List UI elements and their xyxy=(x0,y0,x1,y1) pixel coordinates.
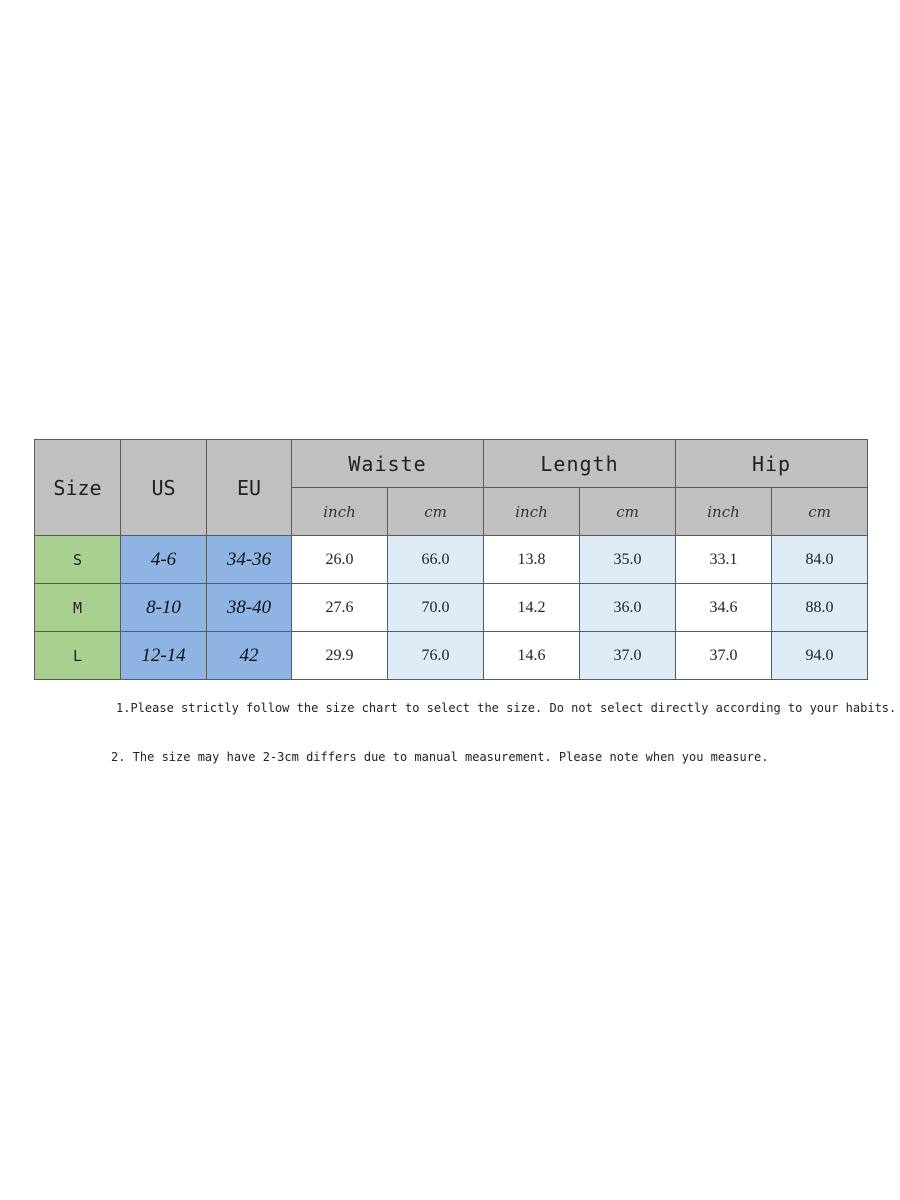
unit-header: cm xyxy=(772,488,868,536)
header-waist: Waiste xyxy=(292,440,484,488)
waist-cm: 66.0 xyxy=(388,536,484,584)
waist-inch: 29.9 xyxy=(292,632,388,680)
size-label: L xyxy=(35,632,121,680)
note-measurement-tolerance: 2. The size may have 2-3cm differs due to manual measurement. Please note when you measure. xyxy=(111,750,769,764)
table-row xyxy=(35,584,868,632)
hip-cm: 88.0 xyxy=(772,584,868,632)
waist-inch: 27.6 xyxy=(292,584,388,632)
unit-header: inch xyxy=(676,488,772,536)
header-length: Length xyxy=(484,440,676,488)
header-row xyxy=(35,440,868,488)
size-label: M xyxy=(35,584,121,632)
table-row xyxy=(35,536,868,584)
table-row xyxy=(35,632,868,680)
hip-cm: 94.0 xyxy=(772,632,868,680)
waist-cm: 70.0 xyxy=(388,584,484,632)
waist-cm: 76.0 xyxy=(388,632,484,680)
waist-inch: 26.0 xyxy=(292,536,388,584)
us-size: 8-10 xyxy=(121,584,207,632)
hip-inch: 34.6 xyxy=(676,584,772,632)
eu-size: 34-36 xyxy=(207,536,292,584)
hip-inch: 33.1 xyxy=(676,536,772,584)
length-inch: 13.8 xyxy=(484,536,580,584)
size-chart-table xyxy=(34,439,868,680)
unit-header: inch xyxy=(292,488,388,536)
length-inch: 14.2 xyxy=(484,584,580,632)
unit-header: cm xyxy=(580,488,676,536)
header-eu: EU xyxy=(207,440,292,536)
unit-header: inch xyxy=(484,488,580,536)
hip-cm: 84.0 xyxy=(772,536,868,584)
length-inch: 14.6 xyxy=(484,632,580,680)
us-size: 12-14 xyxy=(121,632,207,680)
eu-size: 42 xyxy=(207,632,292,680)
us-size: 4-6 xyxy=(121,536,207,584)
length-cm: 37.0 xyxy=(580,632,676,680)
header-size: Size xyxy=(35,440,121,536)
unit-header: cm xyxy=(388,488,484,536)
hip-inch: 37.0 xyxy=(676,632,772,680)
size-label: S xyxy=(35,536,121,584)
header-hip: Hip xyxy=(676,440,868,488)
eu-size: 38-40 xyxy=(207,584,292,632)
header-us: US xyxy=(121,440,207,536)
length-cm: 35.0 xyxy=(580,536,676,584)
length-cm: 36.0 xyxy=(580,584,676,632)
note-size-chart-instruction: 1.Please strictly follow the size chart to select the size. Do not select directly according to your habits. xyxy=(116,701,897,715)
